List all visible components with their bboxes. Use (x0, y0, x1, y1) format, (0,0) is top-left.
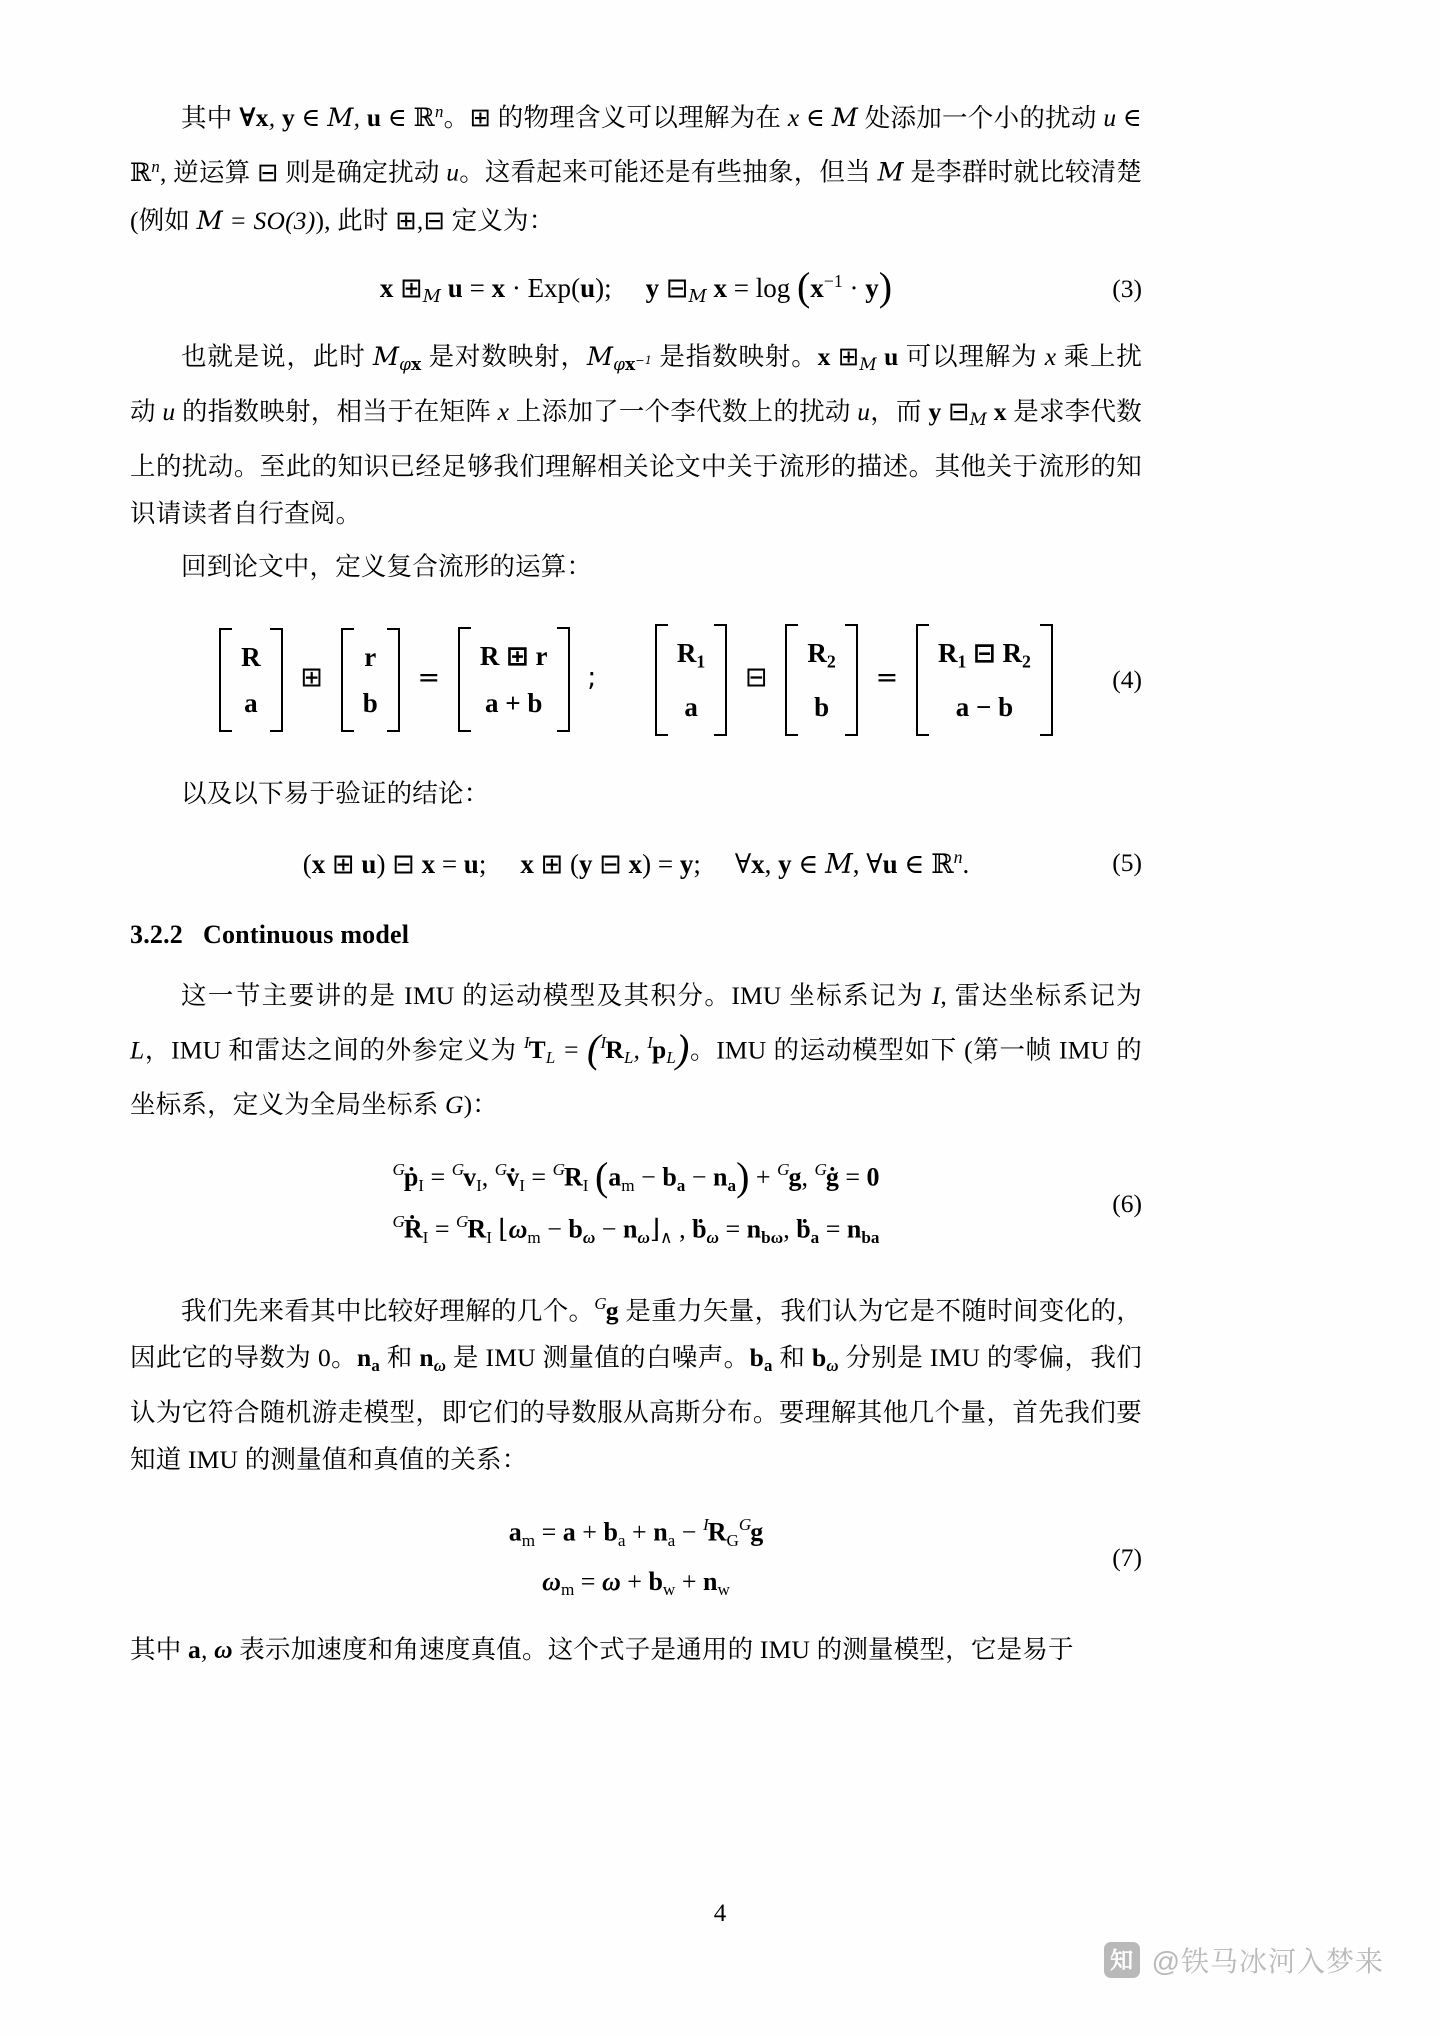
p5-text-c: ，IMU 和雷达之间的外参定义为 (144, 1035, 524, 1065)
zhihu-logo-icon: 知 (1104, 1942, 1140, 1978)
p1-text-e: 。这看起来可能还是有些抽象，但当 (459, 157, 878, 187)
p6-math-gravity: $^G$g (594, 1293, 619, 1326)
p1-math-3: u ∈ ℝ$^n$ (130, 103, 1143, 188)
p6-text-a: 我们先来看其中比较好理解的几个。 (181, 1296, 595, 1326)
equation-3-number: (3) (1112, 273, 1142, 303)
p5-text-d: 。IMU 的运动模型如下 (第一帧 IMU 的坐标系，定义为全局坐标系 (130, 1035, 1142, 1120)
p1-text-c: 处添加一个小的扰动 (858, 103, 1104, 133)
paragraph-4: 以及以下易于验证的结论： (181, 779, 490, 809)
p6-text-e: 和 (772, 1343, 812, 1373)
p5-text-b: , 雷达坐标系记为 (940, 980, 1142, 1010)
equals-sign-2: = (875, 662, 899, 694)
p2-math-3: x $⊞_M$ u (817, 341, 899, 374)
equation-5-row (130, 847, 1142, 880)
p2-text-b: 是对数映射， (421, 341, 587, 371)
p2-text-d: 可以理解为 (898, 341, 1045, 371)
p7-text-a: 其中 (130, 1635, 188, 1665)
p2-text-h: ，而 (870, 396, 929, 426)
p2-text-f: 的指数映射，相当于在矩阵 (175, 396, 498, 426)
p1-math-1: ∀x, y ∈ M, u ∈ ℝ$^n$ (239, 102, 444, 134)
p1-text-b: 。⊞ 的物理含义可以理解为在 (443, 103, 788, 134)
equation-6-number: (6) (1112, 1189, 1142, 1219)
p1-text-a: 其中 (181, 103, 240, 133)
matrix-1: R a (219, 628, 283, 732)
p2-text-a: 也就是说，此时 (181, 341, 373, 371)
oplus-operator-1: ⊞ (300, 662, 323, 694)
matrix-4: $R_1$ a (655, 624, 727, 736)
matrix-2: r b (341, 628, 400, 732)
p2-math-6: x (497, 396, 510, 426)
equation-3-row (130, 264, 1142, 310)
p5-math-I: I (931, 980, 941, 1010)
section-heading-3-2-2 (130, 920, 1142, 950)
p1-text-f: 是李群时就比较清楚 (例如 (130, 157, 1142, 235)
equation-7-number: (7) (1112, 1542, 1142, 1572)
p1-math-4: u (446, 157, 460, 187)
p6-math-ba: $b_a$ (749, 1343, 773, 1376)
page-number: 4 (713, 1900, 727, 1927)
paragraph-5 (130, 972, 1142, 1128)
section-number: 3.2.2 (130, 919, 183, 949)
p5-text-e: )： (463, 1090, 499, 1120)
p2-math-2: $M_{\varphi x^{-1}}$ (586, 341, 653, 374)
equation-6-line-1: $^G$ṗ$_I$ = $^Gv_I$, $^Gv̇_I = ^GR_I$ $(a_m - b_a - n_a) + ^Gg$, $^G$ġ = 0 (392, 1153, 880, 1199)
paragraph-2 (130, 333, 1142, 537)
equation-7-row (130, 1515, 1142, 1600)
p2-text-g: 上添加了一个李代数上的扰动 (509, 396, 858, 426)
p2-text-e: 乘上扰动 (130, 341, 1143, 426)
p2-text-i: 是求李代数上的扰动。至此的知识已经足够我们理解相关论文中关于流形的描述。其他关于流形的知识请读者自行查阅。 (130, 396, 1142, 528)
equation-4-body (217, 624, 1055, 736)
p5-math-extrinsic: $^IT_L = (^IR_L$, $^Ip_L$) (523, 1026, 690, 1072)
p6-math-bw: $b_\omega$ (811, 1343, 839, 1376)
equation-4-number: (4) (1112, 664, 1142, 694)
p2-math-8: y $⊟_M$ x (928, 396, 1007, 429)
equation-3-body: x $⊞_M$ u = x · Exp(u); y $⊟_M$ $x = \log (x^{-1} \cdot y)$ (379, 264, 893, 310)
p1-text-g: ), 此时 ⊞,⊟ 定义为： (315, 205, 555, 236)
equation-7-body (509, 1515, 764, 1600)
watermark (1104, 1940, 1384, 1980)
equals-sign-1: = (417, 662, 441, 694)
equation-6-row (130, 1153, 1142, 1248)
watermark-username: @铁马冰河入梦来 (1151, 1946, 1384, 1977)
p2-math-1: $M_{\varphi x}$ (372, 341, 422, 374)
page-content (130, 88, 1142, 1679)
matrix-6: $R_1$ ⊟ $R_2$ a − b (916, 624, 1053, 736)
p1-math-6: M = SO(3) (196, 205, 316, 236)
semicolon-separator: ; (587, 662, 597, 694)
paragraph-7 (130, 1626, 1142, 1673)
equation-5-number: (5) (1112, 848, 1142, 878)
p6-text-c: 和 (379, 1343, 420, 1373)
p2-math-7: u (857, 396, 871, 426)
p6-math-na: $n_a$ (356, 1343, 380, 1376)
p5-math-G: G (444, 1090, 464, 1120)
matrix-5: $R_2$ b (785, 624, 857, 736)
paragraph-6 (130, 1280, 1142, 1483)
p6-math-nw: $n_\omega$ (419, 1343, 447, 1376)
equation-6-line-2: $^G$Ṙ$_I$ = $^GR_I$ $⌊\omega_m - b_\omega$ − $n_\omega⌋_\wedge$ , ḃ$_\omega$ = $n_{b\omega}$, ḃ$_a$ = $n_{ba}$ (392, 1212, 880, 1247)
p1-math-2: x ∈ M (787, 103, 859, 134)
p5-math-L: L (130, 1035, 145, 1065)
equation-7-line-2: $\omega_m = \omega + b_w + n_w$ (542, 1567, 730, 1600)
p2-math-4: x (1044, 341, 1057, 371)
paragraph-3: 回到论文中，定义复合流形的运算： (181, 551, 593, 581)
p2-text-c: 是指数映射。 (652, 341, 818, 371)
p7-math-a-omega: a, ω (187, 1635, 233, 1665)
ominus-operator-1: ⊟ (745, 662, 768, 694)
p6-text-f: 分别是 IMU 的零偏，我们认为它符合随机游走模型，即它们的导数服从高斯分布。要理解其他几个量，首先我们要知道 IMU 的测量值和真值的关系： (130, 1343, 1142, 1475)
matrix-3: R ⊞ r a + b (458, 627, 570, 732)
section-title: Continuous model (203, 919, 410, 949)
equation-7-line-1: $a_m = a + b_a + n_a - ^IR_G^Gg$ (508, 1515, 764, 1551)
p6-text-d: 是 IMU 测量值的白噪声。 (446, 1343, 750, 1373)
equation-4-row (130, 624, 1142, 736)
paragraph-1 (130, 88, 1142, 245)
p1-text-d: , 逆运算 ⊟ 则是确定扰动 (160, 157, 447, 188)
p5-text-a: 这一节主要讲的是 IMU 的运动模型及其积分。IMU 坐标系记为 (181, 980, 932, 1010)
p7-text-b: 表示加速度和角速度真值。这个式子是通用的 IMU 的测量模型，它是易于 (232, 1635, 1074, 1665)
p2-math-5: u (162, 396, 176, 426)
equation-6-body (392, 1153, 880, 1248)
p1-math-5: M (877, 157, 904, 188)
p6-text-b: 是重力矢量，我们认为它是不随时间变化的，因此它的导数为 0。 (130, 1296, 1143, 1373)
equation-5-body: (x ⊞ u) ⊟ x = u; x ⊞ (y ⊟ x) = y; ∀x, y ∈ M, ∀u ∈ ℝ$^n$. (302, 847, 970, 880)
